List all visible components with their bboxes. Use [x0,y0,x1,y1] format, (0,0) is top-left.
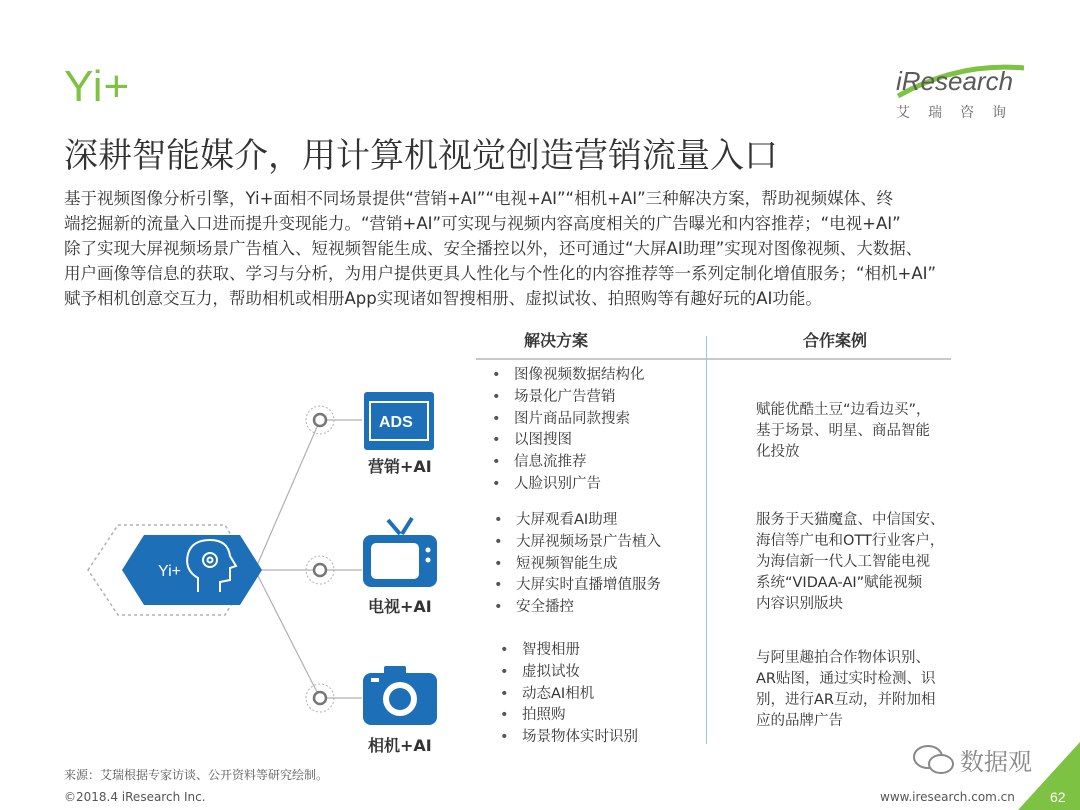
list-item: • 图像视频数据结构化 [492,365,645,387]
intro-paragraph [64,186,1024,311]
list-item: • 短视频智能生成 [494,554,661,576]
case-marketing [756,400,956,463]
list-item: • 动态AI相机 [500,684,638,706]
hub-label: Yi+ [158,563,181,580]
logo-subtitle: 艾瑞咨询 [896,105,1024,121]
case-line: 应的品牌广告 [756,713,843,729]
case-line: 服务于天猫魔盒、中信国安、 [756,512,945,528]
list-item: • 大屏视频场景广告植入 [494,532,661,554]
solutions-header: 解决方案 [524,331,589,350]
intro-line: 基于视频图像分析引擎，Yi+面相不同场景提供“营销+AI”“电视+AI”“相机+AI”三种解决方案，帮助视频媒体、终 [64,189,894,208]
case-line: 化投放 [756,444,800,460]
solutions-list-camera [500,640,638,749]
solutions-list-tv [494,510,661,619]
wechat-icon [912,744,956,776]
intro-line: 除了实现大屏视频场景广告植入、短视频智能生成、安全播控以外，还可通过“大屏AI助理”实现对图像视频、大数据、 [64,239,923,258]
list-item: • 拍照购 [500,705,638,727]
list-item: • 图片商品同款搜索 [492,409,645,431]
list-item: • 智搜相册 [500,640,638,662]
iresearch-logo [888,62,1028,122]
case-line: 赋能优酷土豆“边看边买”， [756,402,931,418]
header-divider [476,358,951,360]
copyright: ©2018.4 iResearch Inc. [64,790,206,804]
intro-line: 用户画像等信息的获取、学习与分析，为用户提供更具人性化与个性化的内容推荐等一系列定制化增值服务；“相机+AI” [64,264,937,283]
case-camera [756,648,956,732]
list-item: • 大屏实时直播增值服务 [494,575,661,597]
column-divider [706,336,707,744]
ads-screen-icon [364,392,434,450]
page-title: 深耕智能媒介，用计算机视觉创造营销流量入口 [64,136,778,176]
case-line: AR贴图，通过实时检测、识 [756,671,936,687]
source-note: 来源：艾瑞根据专家访谈、公开资料等研究绘制。 [64,768,329,782]
brand-name: Yi+ [64,62,131,111]
ads-icon-text: ADS [379,414,413,431]
solutions-list-marketing [492,365,645,496]
list-item: • 以图搜图 [492,430,645,452]
list-item: • 场景物体实时识别 [500,727,638,749]
page-number-corner [1018,742,1080,810]
logo-word: iResearch [896,66,1014,96]
intro-line: 赋予相机创意交互力，帮助相机或相册App实现诸如智搜相册、虚拟试妆、拍照购等有趣好玩的AI功能。 [64,289,822,308]
case-line: 系统“VIDAA-AI”赋能视频 [756,575,923,591]
cases-header: 合作案例 [803,331,868,350]
list-item: • 大屏观看AI助理 [494,510,661,532]
list-item: • 信息流推荐 [492,452,645,474]
list-item: • 人脸识别广告 [492,474,645,496]
node-label-marketing: 营销+AI [368,457,432,476]
intro-line: 端挖掘新的流量入口进而提升变现能力。“营销+AI”可实现与视频内容高度相关的广告曝光和内容推荐；“电视+AI” [64,214,901,233]
page-number: 62 [1050,789,1066,805]
case-line: 基于场景、明星、商品智能 [756,423,930,439]
list-item: • 场景化广告营销 [492,387,645,409]
list-item: • 安全播控 [494,597,661,619]
case-line: 别，进行AR互动，并附加相 [756,692,936,708]
solution-diagram [80,380,480,760]
case-line: 内容识别版块 [756,596,843,612]
case-tv [756,510,956,615]
camera-icon [363,666,437,725]
tv-icon [363,518,437,587]
node-label-camera: 相机+AI [368,736,432,755]
node-label-tv: 电视+AI [368,597,432,616]
case-line: 为海信新一代人工智能电视 [756,554,930,570]
case-line: 与阿里趣拍合作物体识别、 [756,650,930,666]
list-item: • 虚拟试妆 [500,662,638,684]
case-line: 海信等广电和OTT行业客户， [756,533,945,549]
website-url: www.iresearch.com.cn [880,790,1015,804]
watermark-text: 数据观 [960,748,1032,776]
